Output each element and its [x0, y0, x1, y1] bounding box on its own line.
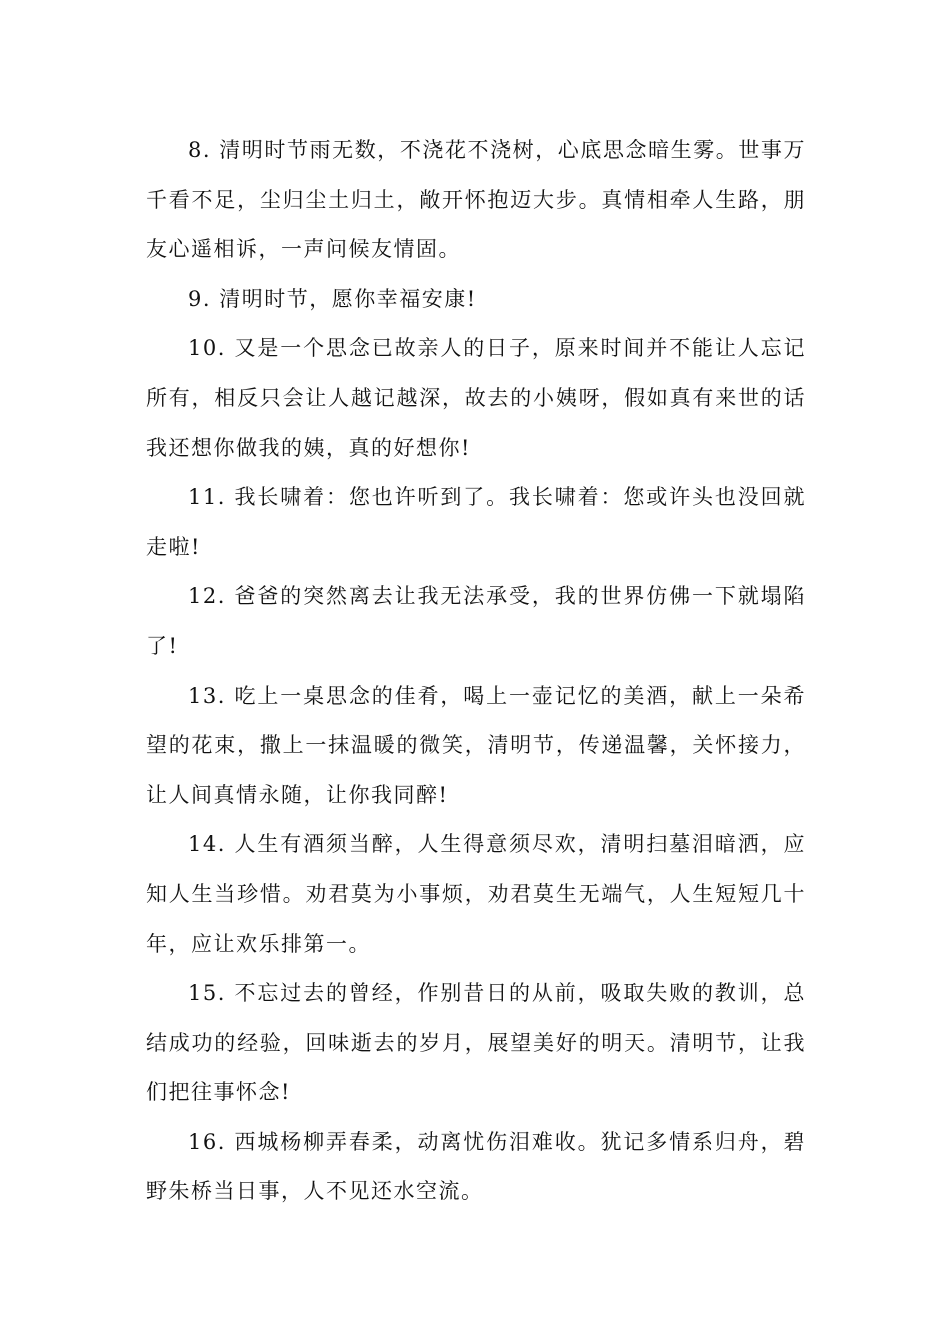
paragraph-12: 12. 爸爸的突然离去让我无法承受，我的世界仿佛一下就塌陷了!	[146, 584, 806, 658]
paragraph-10: 10. 又是一个思念已故亲人的日子，原来时间并不能让人忘记所有，相反只会让人越记越深，故去的小姨呀，假如真有来世的话我还想你做我的姨，真的好想你!	[146, 336, 806, 460]
document-body	[146, 126, 806, 1217]
paragraph-9: 9. 清明时节，愿你幸福安康!	[188, 286, 477, 311]
paragraph-13: 13. 吃上一桌思念的佳肴，喝上一壶记忆的美酒，献上一朵希望的花束，撒上一抹温暖的微笑，清明节，传递温馨，关怀接力，让人间真情永随，让你我同醉!	[146, 683, 806, 807]
paragraph-8: 8. 清明时节雨无数，不浇花不浇树，心底思念暗生雾。世事万千看不足，尘归尘土归土，敞开怀抱迈大步。真情相牵人生路，朋友心遥相诉，一声问候友情固。	[146, 138, 806, 262]
paragraph-15: 15. 不忘过去的曾经，作别昔日的从前，吸取失败的教训，总结成功的经验，回味逝去的岁月，展望美好的明天。清明节，让我们把往事怀念!	[146, 981, 806, 1105]
paragraph-16: 16. 西城杨柳弄春柔，动离忧伤泪难收。犹记多情系归舟，碧野朱桥当日事，人不见还水空流。	[146, 1129, 806, 1204]
paragraph-14: 14. 人生有酒须当醉，人生得意须尽欢，清明扫墓泪暗洒，应知人生当珍惜。劝君莫为小事烦，劝君莫生无端气，人生短短几十年，应让欢乐排第一。	[146, 832, 806, 956]
paragraph-11: 11. 我长啸着：您也许听到了。我长啸着：您或许头也没回就走啦!	[146, 485, 806, 559]
